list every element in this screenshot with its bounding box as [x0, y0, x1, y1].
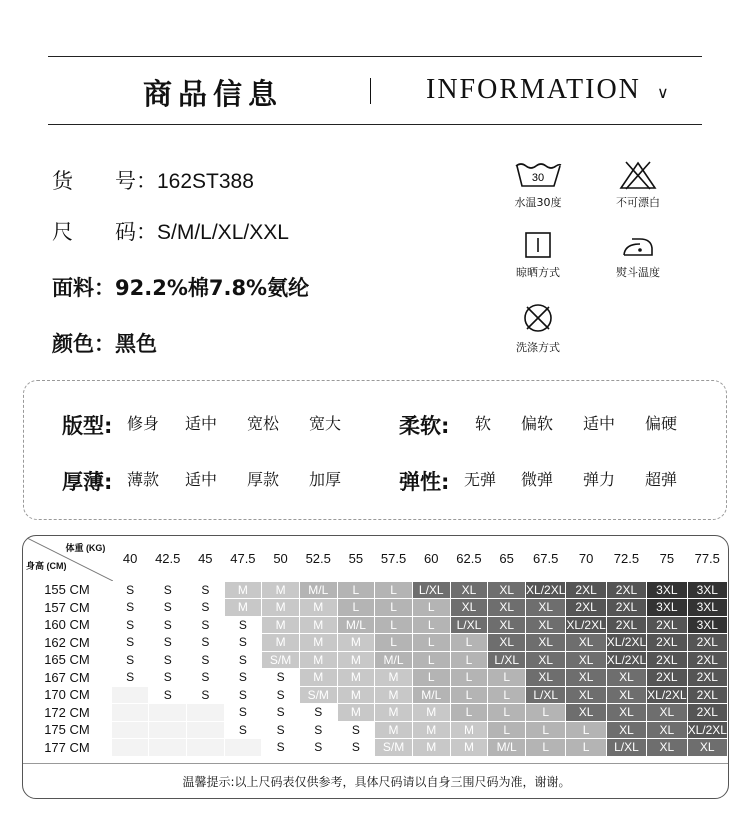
size-cell: L	[526, 721, 566, 739]
care-wash	[498, 160, 578, 210]
attr-label-soft: 柔软:	[399, 414, 450, 438]
size-cell: M	[337, 634, 375, 652]
table-row	[23, 616, 728, 634]
size-cell: XL	[450, 599, 488, 617]
size-cell	[111, 721, 148, 739]
size-cell: S	[224, 634, 262, 652]
size-cell: XL	[606, 686, 646, 704]
size-cell: S	[187, 651, 224, 669]
care-iron	[598, 230, 678, 280]
wash-tub-icon	[513, 160, 563, 190]
table-row	[23, 721, 728, 739]
weight-axis-label: 体重 (KG)	[65, 543, 106, 553]
size-cell: L	[450, 686, 488, 704]
size-cell: S	[262, 739, 300, 757]
no-bleach-icon	[618, 160, 658, 190]
size-note: 温馨提示:以上尺码表仅供参考，具体尺码请以自身三围尺码为准，谢谢。	[182, 775, 571, 789]
table-row	[23, 704, 728, 722]
size-cell: XL/2XL	[647, 687, 687, 702]
iron-icon	[620, 230, 656, 260]
attributes-panel	[23, 380, 727, 520]
size-cell	[149, 704, 187, 722]
size-table-corner	[23, 536, 111, 581]
size-cell: M	[299, 669, 337, 687]
care-label: 晾晒方式	[516, 266, 560, 279]
care-label: 熨斗温度	[616, 266, 660, 279]
size-cell: L	[412, 651, 450, 669]
spec-color	[52, 328, 157, 358]
size-cell: 2XL	[687, 669, 727, 687]
spec-label: 面料：	[52, 276, 115, 300]
size-cell	[187, 704, 224, 722]
size-cell: S	[224, 616, 262, 634]
size-cell: L	[526, 739, 566, 757]
size-cell: M	[412, 721, 450, 739]
size-cell: M	[262, 634, 300, 652]
size-cell: S	[149, 616, 187, 634]
size-cell: M/L	[299, 581, 337, 599]
size-cell: S	[187, 616, 224, 634]
size-cell: S	[224, 704, 262, 722]
size-cell: L/XL	[526, 686, 566, 704]
size-table	[23, 536, 728, 757]
weight-header: 50	[273, 550, 288, 566]
size-cell	[149, 739, 187, 757]
size-cell: L	[450, 704, 488, 722]
size-cell	[111, 704, 148, 722]
size-cell: XL	[488, 616, 526, 634]
size-cell: S	[187, 669, 224, 687]
size-cell: 2XL	[687, 634, 727, 652]
size-table-header	[23, 536, 728, 581]
fit-option: 适中	[185, 411, 217, 434]
size-cell: 2XL	[606, 616, 646, 634]
size-cell: L	[488, 721, 526, 739]
size-cell	[187, 739, 224, 757]
weight-header: 60	[424, 550, 439, 566]
size-cell: XL	[566, 686, 606, 704]
size-cell: L	[488, 704, 526, 722]
size-cell: L	[566, 739, 606, 757]
size-cell: S	[187, 581, 224, 599]
size-cell: 3XL	[687, 581, 727, 599]
size-cell: L	[375, 634, 413, 652]
size-cell: L	[375, 616, 413, 634]
size-cell: M/L	[412, 686, 450, 704]
size-cell: M	[224, 581, 262, 599]
weight-header: 55	[348, 550, 364, 566]
size-cell: M	[299, 651, 337, 669]
stretch-option: 弹力	[583, 467, 615, 490]
size-cell: S	[224, 669, 262, 687]
size-cell: S/M	[262, 651, 300, 669]
height-label: 175 CM	[23, 721, 111, 739]
size-cell: 2XL	[606, 599, 646, 617]
height-label: 177 CM	[23, 739, 111, 757]
size-cell: 2XL	[606, 581, 646, 599]
size-cell: XL	[606, 704, 646, 722]
spec-size	[52, 216, 289, 246]
size-cell: 2XL	[566, 599, 606, 617]
size-cell: S	[149, 669, 187, 687]
soft-option: 偏软	[521, 414, 554, 433]
height-label: 165 CM	[23, 651, 111, 669]
fit-option: 修身	[127, 411, 159, 434]
line-dry-icon	[523, 230, 553, 260]
size-cell: S	[262, 686, 300, 704]
title-separator	[370, 78, 371, 104]
size-cell: S	[262, 669, 300, 687]
size-cell: L	[337, 599, 375, 617]
size-cell: M	[262, 581, 300, 599]
size-cell: M	[224, 599, 262, 617]
thick-option: 加厚	[309, 470, 342, 489]
size-cell: M	[299, 616, 337, 634]
title-cn: 商品信息	[143, 77, 284, 111]
size-cell: XL	[488, 599, 526, 617]
size-cell: S	[111, 581, 148, 599]
weight-header: 47.5	[230, 550, 256, 566]
weight-header: 42.5	[155, 550, 181, 566]
table-row	[23, 634, 728, 652]
soft-option: 偏硬	[645, 414, 678, 433]
soft-option: 适中	[583, 411, 615, 434]
size-cell: 2XL	[687, 686, 727, 704]
height-axis-label: 身高 (CM)	[26, 561, 67, 571]
size-cell	[111, 686, 148, 704]
size-cell: M	[450, 721, 488, 739]
attr-label-thick: 厚薄:	[62, 470, 113, 494]
size-cell: M	[337, 704, 375, 722]
size-cell: M	[337, 686, 375, 704]
size-cell: S	[149, 599, 187, 617]
size-cell: L/XL	[606, 739, 646, 757]
size-cell: XL	[647, 721, 687, 739]
size-cell: S	[262, 704, 300, 722]
spec-value: 黑色	[115, 332, 157, 356]
size-cell: S	[111, 634, 148, 652]
height-label: 160 CM	[23, 616, 111, 634]
size-cell: XL	[566, 651, 606, 669]
size-cell: 3XL	[647, 581, 687, 599]
size-cell: 2XL	[687, 704, 727, 722]
size-cell: XL	[566, 669, 606, 687]
size-cell: M/L	[337, 616, 375, 634]
stretch-option: 超弹	[645, 470, 678, 489]
size-cell: L/XL	[488, 651, 526, 669]
weight-header: 72.5	[613, 550, 640, 566]
weight-header: 75	[659, 550, 675, 566]
size-cell: XL	[526, 634, 566, 652]
size-cell: L	[337, 581, 375, 599]
care-label: 水温30度	[514, 196, 562, 209]
size-cell: S	[224, 686, 262, 704]
weight-header: 57.5	[380, 550, 407, 566]
size-cell: S	[262, 721, 300, 739]
size-cell: S	[149, 634, 187, 652]
size-cell: L	[450, 651, 488, 669]
size-cell: L	[375, 599, 413, 617]
size-cell: S	[299, 704, 337, 722]
spec-label: 颜色：	[52, 332, 115, 356]
size-cell: S	[299, 721, 337, 739]
weight-header: 62.5	[456, 550, 482, 566]
size-cell: L	[450, 634, 488, 652]
size-cell: M	[299, 599, 337, 617]
size-cell: XL	[566, 704, 606, 722]
care-label: 洗涤方式	[516, 341, 560, 354]
size-cell: S	[187, 599, 224, 617]
fit-option: 宽大	[309, 414, 342, 433]
weight-header: 45	[198, 550, 213, 566]
size-cell	[111, 739, 148, 757]
size-cell: 2XL	[647, 651, 687, 669]
attr-label-fit: 版型:	[62, 414, 113, 438]
size-cell: M/L	[375, 651, 413, 669]
table-row	[23, 669, 728, 687]
spec-value: 92.2%棉7.8%氨纶	[115, 276, 310, 300]
size-cell: S	[299, 739, 337, 757]
size-cell: S	[187, 686, 224, 704]
care-bleach	[598, 160, 678, 210]
size-cell: XL/2XL	[606, 635, 647, 650]
size-cell: XL	[687, 739, 727, 757]
height-label: 170 CM	[23, 686, 111, 704]
size-cell: S	[111, 651, 148, 669]
size-cell: XL	[647, 739, 687, 757]
size-cell: S	[149, 651, 187, 669]
size-cell: L/XL	[450, 616, 488, 634]
size-cell: XL/2XL	[687, 722, 727, 737]
weight-header: 40	[122, 550, 138, 566]
thick-option: 适中	[185, 467, 217, 490]
height-label: 162 CM	[23, 634, 111, 652]
size-cell: M	[299, 634, 337, 652]
fit-option: 宽松	[247, 414, 280, 433]
size-cell: 3XL	[687, 599, 727, 617]
size-cell: S	[111, 669, 148, 687]
stretch-option: 微弹	[521, 470, 554, 489]
size-cell: 2XL	[647, 634, 687, 652]
stretch-option: 无弹	[464, 470, 497, 489]
size-cell: S	[224, 721, 262, 739]
size-cell: XL	[566, 634, 606, 652]
size-cell: L	[450, 669, 488, 687]
care-label: 不可漂白	[616, 196, 660, 209]
size-cell: S	[187, 634, 224, 652]
table-row	[23, 581, 728, 599]
height-label: 172 CM	[23, 704, 111, 722]
care-dry	[498, 230, 578, 280]
care-clean	[498, 301, 578, 355]
size-cell: XL	[526, 669, 566, 687]
height-label: 157 CM	[23, 599, 111, 617]
weight-header: 65	[499, 550, 514, 566]
size-cell: M	[450, 739, 488, 757]
size-cell: XL	[526, 599, 566, 617]
weight-header: 52.5	[305, 550, 331, 566]
size-cell: M	[337, 651, 375, 669]
size-cell: 3XL	[687, 616, 727, 634]
wash-temp: 30	[531, 172, 545, 184]
size-cell: XL	[606, 669, 646, 687]
size-cell: XL/2XL	[526, 582, 566, 597]
note-divider	[23, 763, 729, 764]
chevron-down-icon[interactable]: ∨	[657, 83, 669, 102]
size-cell: XL	[606, 721, 646, 739]
size-cell: L	[375, 581, 413, 599]
size-cell: M	[262, 599, 300, 617]
size-cell: S	[111, 599, 148, 617]
weight-header: 67.5	[533, 550, 559, 566]
size-cell: L	[488, 669, 526, 687]
spec-label: 尺 码：	[52, 220, 157, 244]
size-cell: XL	[526, 651, 566, 669]
size-cell: M	[412, 704, 450, 722]
height-label: 155 CM	[23, 581, 111, 599]
size-cell: S	[111, 616, 148, 634]
size-cell: L	[412, 616, 450, 634]
size-cell: M	[375, 704, 413, 722]
size-cell: XL	[526, 616, 566, 634]
spec-fabric	[52, 272, 309, 302]
size-cell: M/L	[488, 739, 526, 757]
size-cell: 3XL	[647, 599, 687, 617]
size-cell: L	[566, 721, 606, 739]
size-cell: M	[412, 739, 450, 757]
table-row	[23, 599, 728, 617]
header-top-rule	[48, 56, 702, 57]
spec-value: 162ST388	[157, 170, 254, 193]
size-cell: M	[375, 721, 413, 739]
size-cell: M	[375, 686, 413, 704]
size-cell: XL	[450, 581, 488, 599]
thick-option: 薄款	[127, 470, 160, 489]
size-cell: S/M	[375, 739, 413, 757]
size-cell: XL/2XL	[606, 652, 647, 667]
size-cell: XL	[488, 581, 526, 599]
header-bottom-rule	[48, 124, 702, 125]
size-cell: L	[412, 634, 450, 652]
spec-value: S/M/L/XL/XXL	[157, 221, 289, 244]
no-dryclean-icon	[521, 301, 555, 335]
height-label: 167 CM	[23, 669, 111, 687]
table-row	[23, 651, 728, 669]
size-cell: S	[337, 721, 375, 739]
thick-option: 厚款	[247, 470, 280, 489]
size-cell: S	[337, 739, 375, 757]
size-cell: S	[149, 686, 187, 704]
title-en: INFORMATION	[426, 74, 641, 105]
size-cell: 2XL	[566, 581, 606, 599]
size-cell: M	[375, 669, 413, 687]
size-cell: M	[337, 669, 375, 687]
table-row	[23, 686, 728, 704]
weight-header: 70	[578, 550, 594, 566]
size-cell: M	[262, 616, 300, 634]
size-cell: L/XL	[412, 581, 450, 599]
size-cell	[224, 739, 262, 757]
size-cell: XL	[488, 634, 526, 652]
size-cell: S	[224, 651, 262, 669]
size-cell: 2XL	[687, 651, 727, 669]
size-cell	[187, 721, 224, 739]
size-cell: 2XL	[647, 669, 687, 687]
attr-label-stretch: 弹性:	[399, 470, 450, 494]
table-row	[23, 739, 728, 757]
spec-label: 货 号：	[52, 169, 157, 193]
soft-option: 软	[475, 414, 492, 433]
size-cell: L	[526, 704, 566, 722]
size-cell: L	[412, 669, 450, 687]
size-cell: S/M	[299, 686, 337, 704]
size-cell	[149, 721, 187, 739]
size-cell: XL	[647, 704, 687, 722]
size-cell: L	[488, 686, 526, 704]
size-cell: 2XL	[647, 616, 687, 634]
size-cell: XL/2XL	[566, 617, 606, 632]
weight-header: 77.5	[694, 550, 720, 566]
size-chart	[22, 535, 729, 799]
spec-item-number	[52, 165, 254, 195]
size-cell: S	[149, 581, 187, 599]
size-cell: L	[412, 599, 450, 617]
